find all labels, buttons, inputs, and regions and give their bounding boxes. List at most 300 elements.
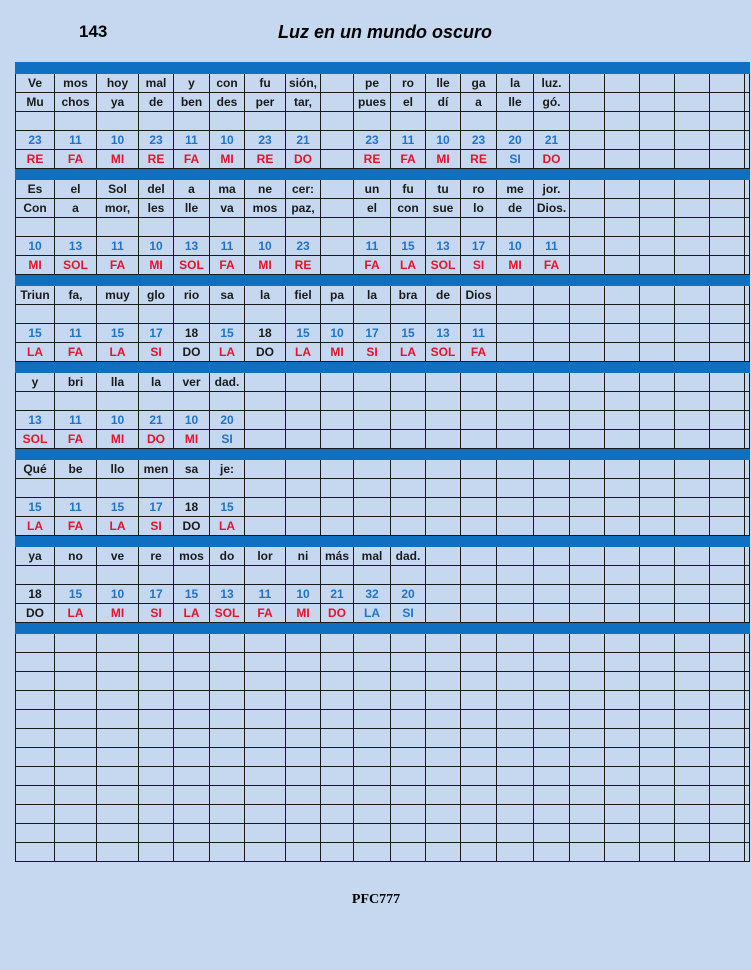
note-cell: MI: [97, 604, 139, 623]
note-cell: SI: [139, 343, 174, 362]
empty-cell: [97, 218, 139, 237]
empty-cell: [640, 479, 675, 498]
empty-cell: [710, 218, 745, 237]
empty-cell: [497, 411, 534, 430]
empty-cell: [640, 237, 675, 256]
empty-cell: [426, 479, 461, 498]
empty-cell: [391, 729, 426, 748]
empty-cell: [570, 131, 605, 150]
empty-cell: [534, 547, 570, 566]
empty-cell: [534, 392, 570, 411]
note-cell: MI: [16, 256, 55, 275]
empty-cell: [354, 805, 391, 824]
empty-cell: [391, 710, 426, 729]
empty-cell: [605, 786, 640, 805]
lyric-cell: a: [461, 93, 497, 112]
lyric-cell: va: [210, 199, 245, 218]
lyric-cell: mos: [55, 74, 97, 93]
empty-cell: [391, 112, 426, 131]
empty-cell: [321, 131, 354, 150]
empty-cell: [745, 131, 750, 150]
note-cell: FA: [55, 343, 97, 362]
empty-cell: [391, 305, 426, 324]
empty-cell: [426, 653, 461, 672]
empty-cell: [605, 237, 640, 256]
empty-cell: [745, 218, 750, 237]
empty-cell: [745, 824, 750, 843]
empty-cell: [570, 411, 605, 430]
empty-cell: [570, 672, 605, 691]
section-divider: [16, 536, 750, 547]
empty-cell: [640, 305, 675, 324]
note-cell: LA: [97, 517, 139, 536]
empty-cell: [391, 843, 426, 862]
empty-cell: [286, 479, 321, 498]
empty-cell: [497, 112, 534, 131]
num-cell: 23: [461, 131, 497, 150]
empty-cell: [497, 843, 534, 862]
empty-cell: [139, 710, 174, 729]
empty-cell: [534, 566, 570, 585]
empty-cell: [570, 805, 605, 824]
lyric-cell: lo: [461, 199, 497, 218]
num-cell: 17: [139, 498, 174, 517]
num-cell: 23: [286, 237, 321, 256]
empty-cell: [321, 237, 354, 256]
empty-cell: [570, 112, 605, 131]
empty-cell: [55, 218, 97, 237]
note-row: [16, 343, 750, 362]
empty-cell: [570, 748, 605, 767]
blank-row: [16, 653, 750, 672]
empty-cell: [354, 653, 391, 672]
empty-cell: [605, 566, 640, 585]
lyric-cell: ya: [16, 547, 55, 566]
empty-cell: [497, 786, 534, 805]
empty-cell: [321, 748, 354, 767]
empty-cell: [570, 373, 605, 392]
empty-cell: [745, 729, 750, 748]
empty-cell: [321, 843, 354, 862]
empty-cell: [497, 824, 534, 843]
empty-cell: [745, 343, 750, 362]
empty-cell: [675, 324, 710, 343]
lyric-row: [16, 373, 750, 392]
empty-cell: [605, 430, 640, 449]
empty-cell: [426, 691, 461, 710]
empty-cell: [354, 305, 391, 324]
empty-cell: [354, 672, 391, 691]
lyric-cell: fu: [391, 180, 426, 199]
empty-cell: [745, 604, 750, 623]
empty-cell: [16, 805, 55, 824]
empty-cell: [174, 843, 210, 862]
hymn-title: Luz en un mundo oscuro: [278, 22, 492, 42]
empty-cell: [710, 343, 745, 362]
section-divider: [16, 275, 750, 286]
lyric-cell: paz,: [286, 199, 321, 218]
empty-cell: [321, 430, 354, 449]
note-cell: RE: [16, 150, 55, 169]
empty-cell: [354, 786, 391, 805]
empty-cell: [461, 305, 497, 324]
empty-cell: [675, 343, 710, 362]
num-cell: 13: [16, 411, 55, 430]
note-cell: FA: [97, 256, 139, 275]
lyric-cell: jor.: [534, 180, 570, 199]
lyric-cell: les: [139, 199, 174, 218]
empty-cell: [97, 392, 139, 411]
empty-cell: [139, 729, 174, 748]
lyric-cell: sión,: [286, 74, 321, 93]
note-cell: FA: [55, 150, 97, 169]
empty-cell: [497, 324, 534, 343]
num-cell: 13: [174, 237, 210, 256]
empty-cell: [174, 218, 210, 237]
empty-cell: [497, 373, 534, 392]
empty-cell: [710, 180, 745, 199]
empty-cell: [675, 805, 710, 824]
empty-cell: [675, 430, 710, 449]
empty-cell: [139, 824, 174, 843]
empty-cell: [675, 112, 710, 131]
empty-cell: [710, 199, 745, 218]
lyric-row: [16, 74, 750, 93]
num-cell: 23: [354, 131, 391, 150]
empty-cell: [534, 805, 570, 824]
empty-cell: [534, 824, 570, 843]
empty-cell: [570, 286, 605, 305]
empty-cell: [55, 479, 97, 498]
num-cell: 11: [97, 237, 139, 256]
lyric-cell: sa: [174, 460, 210, 479]
empty-cell: [139, 843, 174, 862]
empty-cell: [55, 634, 97, 653]
empty-cell: [97, 112, 139, 131]
empty-cell: [174, 767, 210, 786]
lyric-cell: pe: [354, 74, 391, 93]
empty-cell: [461, 547, 497, 566]
empty-cell: [605, 150, 640, 169]
lyric-cell: y: [174, 74, 210, 93]
empty-cell: [391, 218, 426, 237]
num-cell: 10: [286, 585, 321, 604]
empty-cell: [286, 498, 321, 517]
num-cell: 32: [354, 585, 391, 604]
empty-cell: [16, 653, 55, 672]
empty-cell: [245, 305, 286, 324]
lyric-cell: la: [139, 373, 174, 392]
lyric-cell: Mu: [16, 93, 55, 112]
empty-cell: [174, 824, 210, 843]
footer-signature: PFC777: [351, 892, 401, 907]
empty-cell: [426, 460, 461, 479]
note-cell: MI: [97, 150, 139, 169]
empty-cell: [354, 373, 391, 392]
empty-cell: [570, 653, 605, 672]
empty-cell: [497, 343, 534, 362]
empty-cell: [461, 479, 497, 498]
empty-cell: [321, 566, 354, 585]
num-cell: 11: [461, 324, 497, 343]
num-cell: 11: [354, 237, 391, 256]
empty-cell: [570, 498, 605, 517]
empty-cell: [139, 305, 174, 324]
empty-cell: [570, 634, 605, 653]
empty-cell: [745, 843, 750, 862]
empty-cell: [497, 305, 534, 324]
empty-cell: [321, 479, 354, 498]
num-cell: 10: [321, 324, 354, 343]
empty-cell: [97, 634, 139, 653]
empty-cell: [55, 805, 97, 824]
empty-cell: [710, 634, 745, 653]
empty-cell: [745, 150, 750, 169]
lyric-row: [16, 547, 750, 566]
empty-cell: [710, 824, 745, 843]
lyric-cell: mos: [174, 547, 210, 566]
empty-cell: [321, 691, 354, 710]
lyric-cell: Dios.: [534, 199, 570, 218]
empty-cell: [245, 517, 286, 536]
empty-cell: [391, 392, 426, 411]
empty-cell: [174, 479, 210, 498]
num-cell: 15: [16, 324, 55, 343]
empty-cell: [534, 604, 570, 623]
empty-cell: [605, 805, 640, 824]
lyric-cell: ne: [245, 180, 286, 199]
blank-row: [16, 710, 750, 729]
note-cell: FA: [534, 256, 570, 275]
empty-cell: [174, 392, 210, 411]
lyric-cell: glo: [139, 286, 174, 305]
empty-cell: [286, 305, 321, 324]
empty-cell: [675, 843, 710, 862]
empty-cell: [321, 710, 354, 729]
empty-cell: [605, 824, 640, 843]
empty-cell: [174, 112, 210, 131]
empty-cell: [354, 566, 391, 585]
note-cell: SOL: [174, 256, 210, 275]
note-cell: DO: [174, 343, 210, 362]
empty-cell: [640, 112, 675, 131]
empty-cell: [286, 112, 321, 131]
note-row: [16, 430, 750, 449]
num-cell: 18: [174, 324, 210, 343]
empty-cell: [675, 479, 710, 498]
lyric-cell: per: [245, 93, 286, 112]
empty-cell: [710, 324, 745, 343]
lyric-cell: dad.: [210, 373, 245, 392]
empty-cell: [426, 305, 461, 324]
empty-cell: [570, 585, 605, 604]
empty-cell: [97, 305, 139, 324]
empty-cell: [354, 392, 391, 411]
empty-cell: [245, 824, 286, 843]
note-cell: MI: [286, 604, 321, 623]
empty-cell: [55, 767, 97, 786]
empty-cell: [534, 653, 570, 672]
empty-cell: [605, 256, 640, 275]
empty-cell: [16, 748, 55, 767]
empty-cell: [210, 392, 245, 411]
empty-cell: [354, 824, 391, 843]
empty-cell: [605, 93, 640, 112]
note-cell: MI: [497, 256, 534, 275]
hymn-number: 143: [79, 22, 108, 41]
lyric-cell: gó.: [534, 93, 570, 112]
empty-cell: [16, 843, 55, 862]
empty-cell: [139, 691, 174, 710]
empty-cell: [534, 786, 570, 805]
empty-cell: [640, 517, 675, 536]
empty-cell: [745, 566, 750, 585]
empty-cell: [426, 634, 461, 653]
lyric-cell: pa: [321, 286, 354, 305]
empty-cell: [745, 112, 750, 131]
empty-cell: [675, 634, 710, 653]
empty-cell: [391, 566, 426, 585]
empty-cell: [174, 566, 210, 585]
empty-cell: [210, 479, 245, 498]
note-cell: DO: [174, 517, 210, 536]
empty-cell: [16, 218, 55, 237]
empty-cell: [745, 286, 750, 305]
empty-cell: [570, 180, 605, 199]
lyric-cell: de: [497, 199, 534, 218]
note-cell: DO: [245, 343, 286, 362]
empty-cell: [640, 767, 675, 786]
empty-cell: [55, 786, 97, 805]
note-cell: RE: [286, 256, 321, 275]
empty-cell: [461, 373, 497, 392]
lyric-cell: pues: [354, 93, 391, 112]
blank-row: [16, 729, 750, 748]
empty-cell: [605, 585, 640, 604]
empty-cell: [354, 430, 391, 449]
lyric-cell: ma: [210, 180, 245, 199]
empty-cell: [675, 131, 710, 150]
empty-cell: [675, 256, 710, 275]
num-cell: 13: [55, 237, 97, 256]
empty-cell: [97, 805, 139, 824]
empty-cell: [605, 131, 640, 150]
lyric-cell: ro: [461, 180, 497, 199]
empty-cell: [286, 566, 321, 585]
empty-cell: [286, 653, 321, 672]
empty-cell: [139, 566, 174, 585]
empty-cell: [675, 547, 710, 566]
empty-cell: [461, 566, 497, 585]
empty-cell: [710, 585, 745, 604]
empty-cell: [497, 218, 534, 237]
empty-cell: [640, 460, 675, 479]
lyric-cell: muy: [97, 286, 139, 305]
empty-cell: [675, 392, 710, 411]
lyric-cell: sa: [210, 286, 245, 305]
empty-cell: [391, 479, 426, 498]
num-cell: 10: [16, 237, 55, 256]
empty-cell: [640, 604, 675, 623]
empty-cell: [139, 112, 174, 131]
empty-cell: [461, 691, 497, 710]
empty-cell: [426, 112, 461, 131]
note-cell: MI: [97, 430, 139, 449]
empty-cell: [534, 324, 570, 343]
empty-cell: [55, 305, 97, 324]
lyric-cell: fu: [245, 74, 286, 93]
empty-cell: [534, 748, 570, 767]
empty-cell: [640, 634, 675, 653]
empty-cell: [710, 112, 745, 131]
empty-cell: [97, 843, 139, 862]
empty-cell: [426, 585, 461, 604]
empty-cell: [745, 710, 750, 729]
empty-cell: [139, 392, 174, 411]
empty-cell: [245, 767, 286, 786]
empty-cell: [605, 672, 640, 691]
lyric-cell: Es: [16, 180, 55, 199]
empty-cell: [745, 93, 750, 112]
empty-cell: [640, 843, 675, 862]
empty-cell: [605, 343, 640, 362]
note-cell: MI: [426, 150, 461, 169]
empty-cell: [245, 729, 286, 748]
empty-cell: [675, 286, 710, 305]
lyric-cell: Sol: [97, 180, 139, 199]
empty-cell: [675, 93, 710, 112]
empty-cell: [675, 710, 710, 729]
empty-cell: [245, 786, 286, 805]
empty-cell: [745, 237, 750, 256]
empty-cell: [245, 843, 286, 862]
empty-cell: [534, 305, 570, 324]
empty-cell: [391, 411, 426, 430]
num-cell: 11: [55, 324, 97, 343]
note-cell: MI: [321, 343, 354, 362]
num-cell: 11: [210, 237, 245, 256]
lyric-row: [16, 286, 750, 305]
lyric-cell: dí: [426, 93, 461, 112]
lyric-row: [16, 199, 750, 218]
empty-cell: [286, 672, 321, 691]
num-cell: 15: [174, 585, 210, 604]
num-cell: 15: [286, 324, 321, 343]
num-cell: 13: [426, 237, 461, 256]
empty-cell: [139, 805, 174, 824]
note-cell: FA: [391, 150, 426, 169]
empty-cell: [55, 710, 97, 729]
empty-cell: [605, 767, 640, 786]
empty-cell: [321, 786, 354, 805]
num-cell: 18: [245, 324, 286, 343]
note-cell: SI: [139, 517, 174, 536]
lyric-cell: ben: [174, 93, 210, 112]
empty-cell: [354, 411, 391, 430]
num-row: [16, 411, 750, 430]
empty-cell: [321, 767, 354, 786]
empty-cell: [605, 74, 640, 93]
empty-cell: [210, 112, 245, 131]
empty-cell: [710, 131, 745, 150]
empty-cell: [286, 767, 321, 786]
empty-cell: [534, 634, 570, 653]
empty-cell: [16, 566, 55, 585]
blank-row: [16, 392, 750, 411]
empty-cell: [710, 411, 745, 430]
empty-cell: [174, 691, 210, 710]
empty-cell: [497, 585, 534, 604]
